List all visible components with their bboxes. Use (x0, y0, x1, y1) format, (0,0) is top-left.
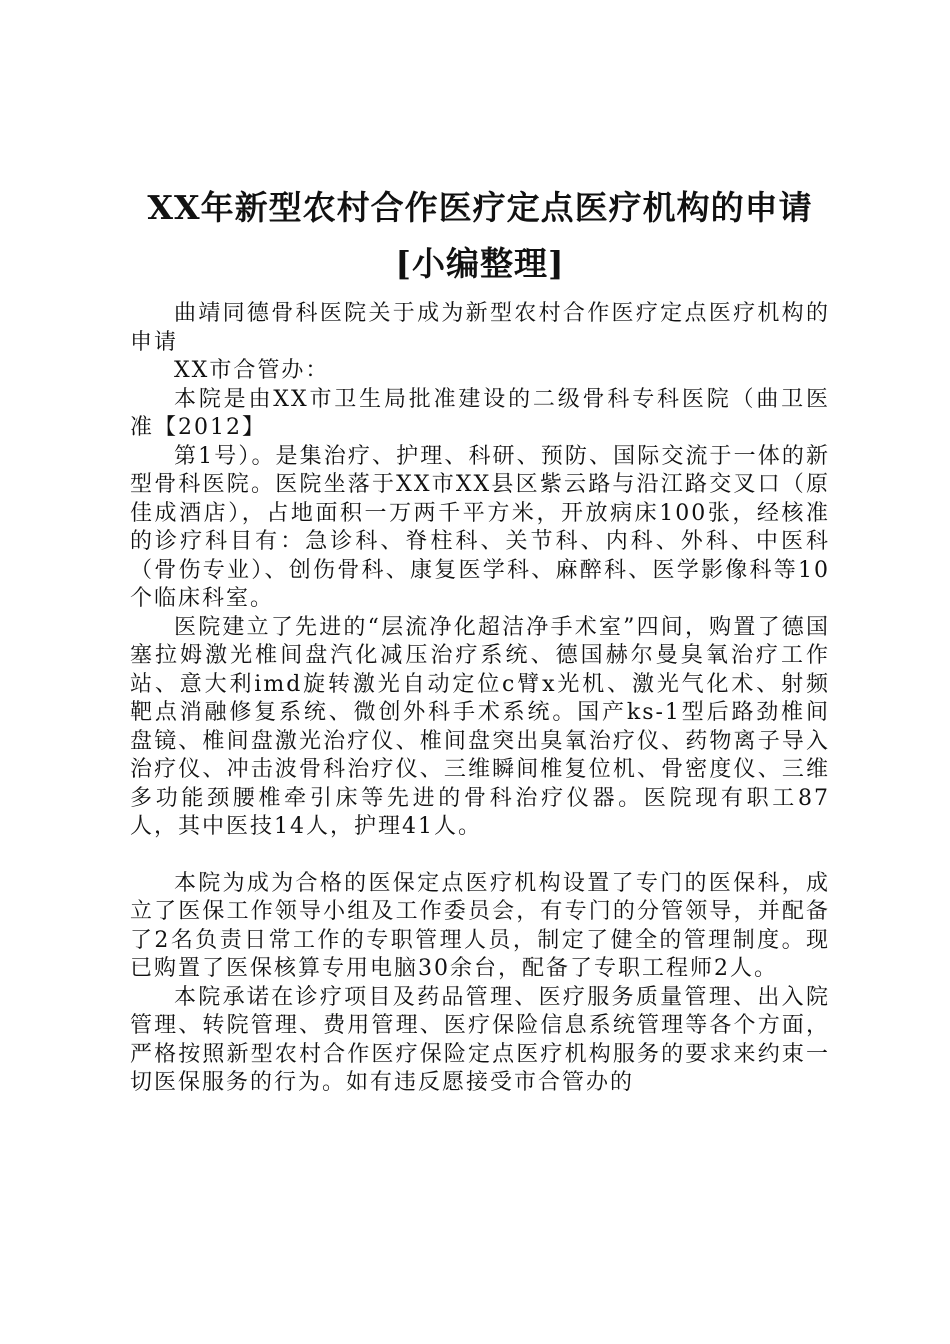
paragraph-gap (130, 842, 830, 870)
title-line-2: [小编整理] (395, 244, 565, 283)
paragraph-addressee: XX市合管办： (174, 358, 330, 383)
document-page (130, 180, 830, 1098)
paragraph-hospital-overview: 第1号）。是集治疗、护理、科研、预防、国际交流于一体的新型骨科医院。医院坐落于XX市XX县区紫云路与沿江路交叉口（原佳成酒店），占地面积一万两千平方米，开放病床100张，经核准的诊疗科目有：急诊科、脊柱科、关节科、内科、外科、中医科（骨伤专业）、创伤骨科、康复医学科、麻醉科、医学影像科等10个临床科室。 (130, 443, 830, 611)
paragraph-commitment: 本院承诺在诊疗项目及药品管理、医疗服务质量管理、出入院管理、转院管理、费用管理、医疗保险信息系统管理等各个方面，严格按照新型农村合作医疗保险定点医疗机构服务的要求来约束一切医保服务的行为。如有违反愿接受市合管办的 (130, 984, 830, 1095)
document-title (130, 180, 830, 292)
paragraph-intro: 本院是由XX市卫生局批准建设的二级骨科专科医院（曲卫医准【2012】 (130, 386, 830, 440)
title-line-1: XX年新型农村合作医疗定点医疗机构的申请 (147, 188, 813, 227)
paragraph-insurance-dept: 本院为成为合格的医保定点医疗机构设置了专门的医保科，成立了医保工作领导小组及工作委员会，有专门的分管领导，并配备了2名负责日常工作的专职管理人员，制定了健全的管理制度。现已购置了医保核算专用电脑30余台，配备了专职工程师2人。 (130, 870, 830, 981)
paragraph-equipment: 医院建立了先进的“层流净化超洁净手术室”四间，购置了德国塞拉姆激光椎间盘汽化减压治疗系统、德国赫尔曼臭氧治疗工作站、意大利imd旋转激光自动定位c臂x光机、激光气化术、射频靶点消融修复系统、微创外科手术系统。国产ks-1型后路劲椎间盘镜、椎间盘激光治疗仪、椎间盘突出臭氧治疗仪、药物离子导入治疗仪、冲击波骨科治疗仪、三维瞬间椎复位机、骨密度仪、三维多功能颈腰椎牵引床等先进的骨科治疗仪器。医院现有职工87人，其中医技14人，护理41人。 (130, 614, 830, 839)
paragraph-heading: 曲靖同德骨科医院关于成为新型农村合作医疗定点医疗机构的申请 (130, 301, 830, 355)
